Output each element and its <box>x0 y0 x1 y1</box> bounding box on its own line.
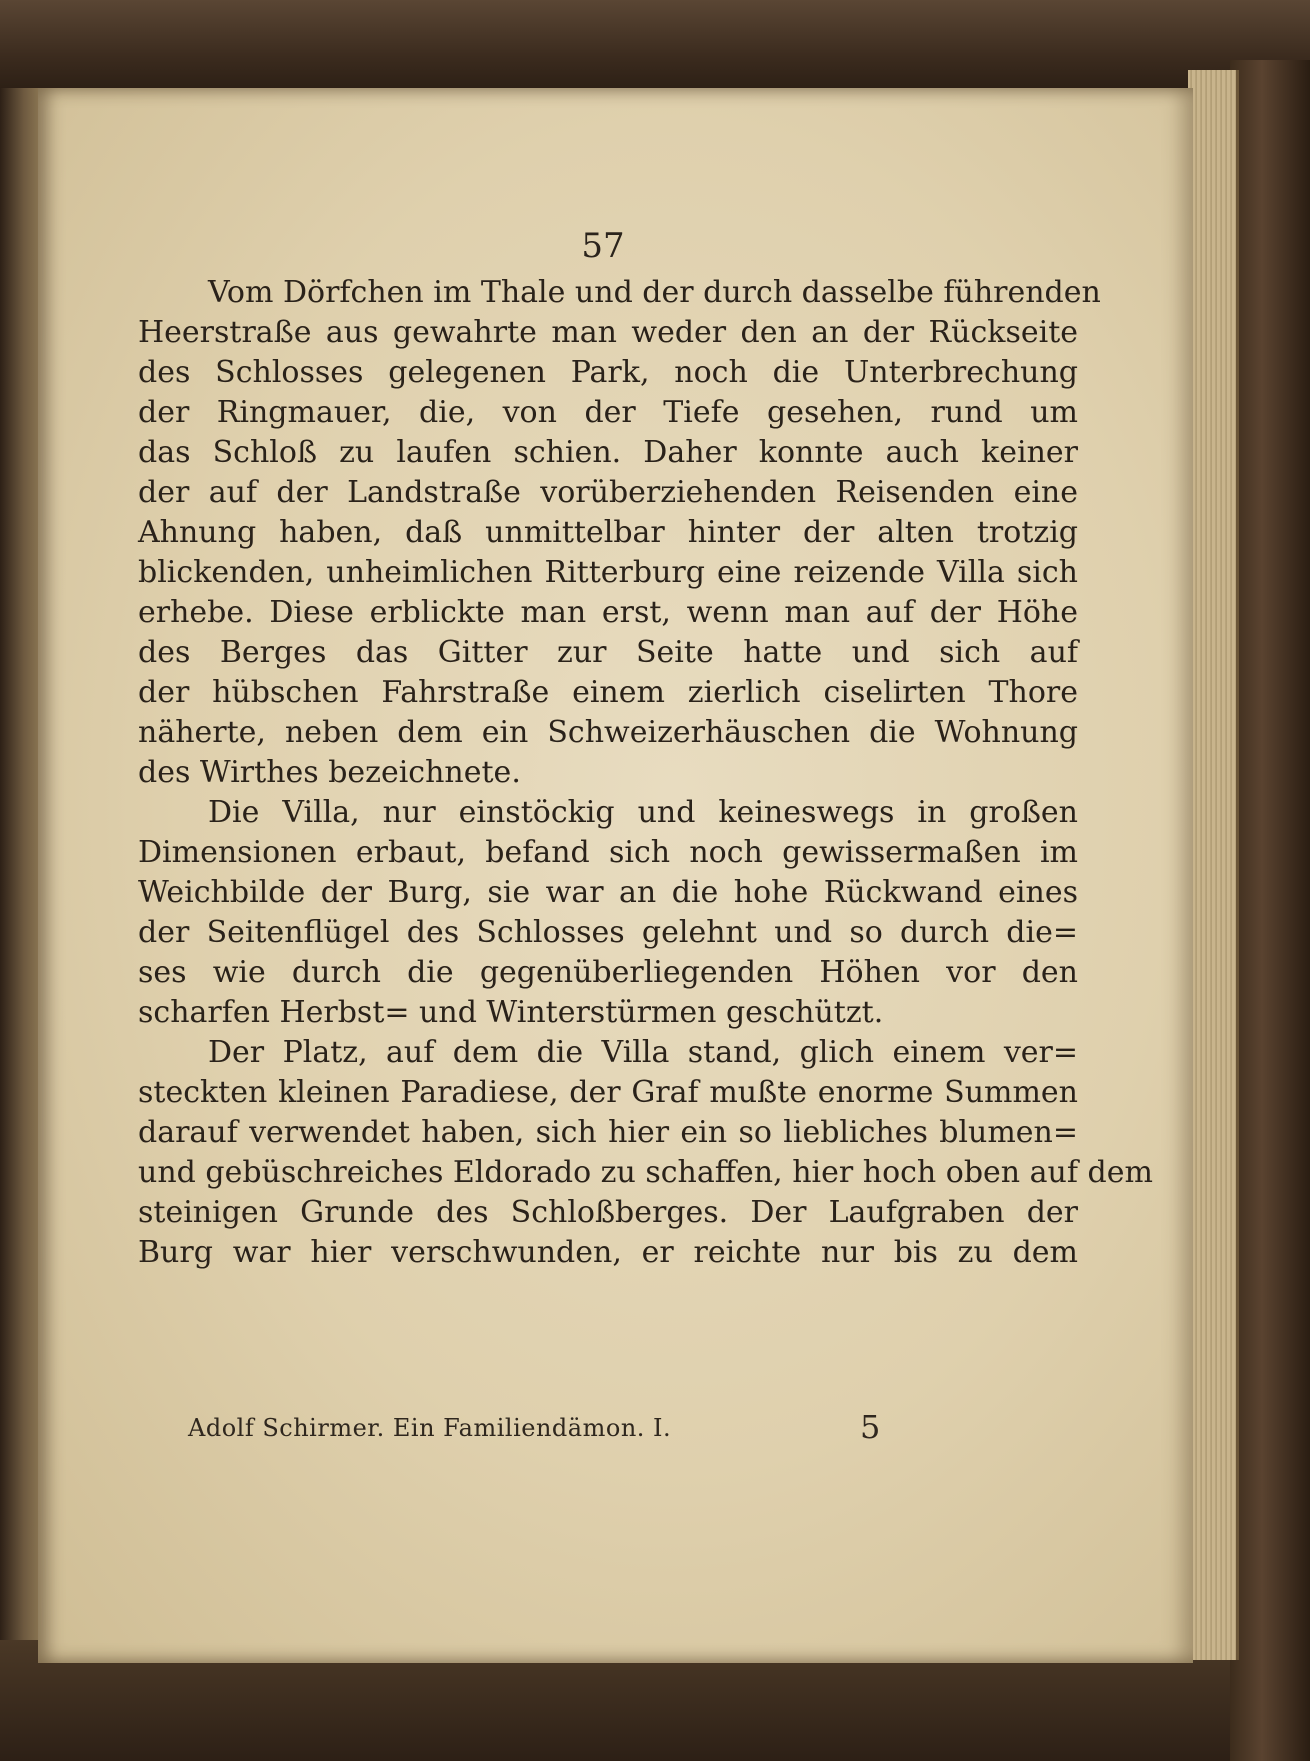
text-line: Der Platz, auf dem die Villa stand, glich einem ver= <box>208 1035 1078 1070</box>
text-line: das Schloß zu laufen schien. Daher konnte auch keiner <box>138 435 1078 470</box>
text-line: Heerstraße aus gewahrte man weder den an der Rückseite <box>138 315 1078 350</box>
page-number: 57 <box>581 226 625 266</box>
text-line: Dimensionen erbaut, befand sich noch gewissermaßen im <box>138 835 1078 870</box>
text-line: steinigen Grunde des Schloßberges. Der Laufgraben der <box>138 1195 1078 1230</box>
text-line: der Ringmauer, die, von der Tiefe gesehen, rund um <box>138 395 1078 430</box>
text-line: näherte, neben dem ein Schweizerhäuschen die Wohnung <box>138 715 1078 750</box>
text-line: der Seitenflügel des Schlosses gelehnt und so durch die= <box>138 915 1078 950</box>
text-line: Die Villa, nur einstöckig und keineswegs in großen <box>208 795 1078 830</box>
page-edges <box>1188 70 1239 1660</box>
book-page <box>38 88 1193 1663</box>
text-line: des Schlosses gelegenen Park, noch die Unterbrechung <box>138 355 1078 390</box>
text-line: darauf verwendet haben, sich hier ein so liebliches blumen= <box>138 1115 1078 1150</box>
text-line: des Berges das Gitter zur Seite hatte und sich auf <box>138 635 1078 670</box>
book-spine <box>1230 60 1310 1761</box>
text-line: Ahnung haben, daß unmittelbar hinter der alten trotzig <box>138 515 1078 550</box>
text-line: blickenden, unheimlichen Ritterburg eine reizende Villa sich <box>138 555 1078 590</box>
text-line: scharfen Herbst= und Winterstürmen geschützt. <box>138 995 884 1030</box>
text-line: erhebe. Diese erblickte man erst, wenn man auf der Höhe <box>138 595 1078 630</box>
text-line: ses wie durch die gegenüberliegenden Höhen vor den <box>138 955 1078 990</box>
text-line: steckten kleinen Paradiese, der Graf mußte enorme Summen <box>138 1075 1078 1110</box>
footer-signature: Adolf Schirmer. Ein Familiendämon. I. <box>188 1414 672 1442</box>
text-line: der auf der Landstraße vorüberziehenden Reisenden eine <box>138 475 1078 510</box>
text-line: und gebüschreiches Eldorado zu schaffen, hier hoch oben auf dem <box>138 1155 1153 1190</box>
book-cover-top <box>0 0 1310 95</box>
text-line: des Wirthes bezeichnete. <box>138 755 521 790</box>
sheet-number: 5 <box>860 1408 881 1446</box>
text-line: Burg war hier verschwunden, er reichte nur bis zu dem <box>138 1235 1078 1270</box>
facing-page-edge <box>0 88 40 1708</box>
text-line: Vom Dörfchen im Thale und der durch dasselbe führenden <box>208 275 1101 310</box>
text-line: Weichbilde der Burg, sie war an die hohe Rückwand eines <box>138 875 1078 910</box>
text-line: der hübschen Fahrstraße einem zierlich ciselirten Thore <box>138 675 1078 710</box>
